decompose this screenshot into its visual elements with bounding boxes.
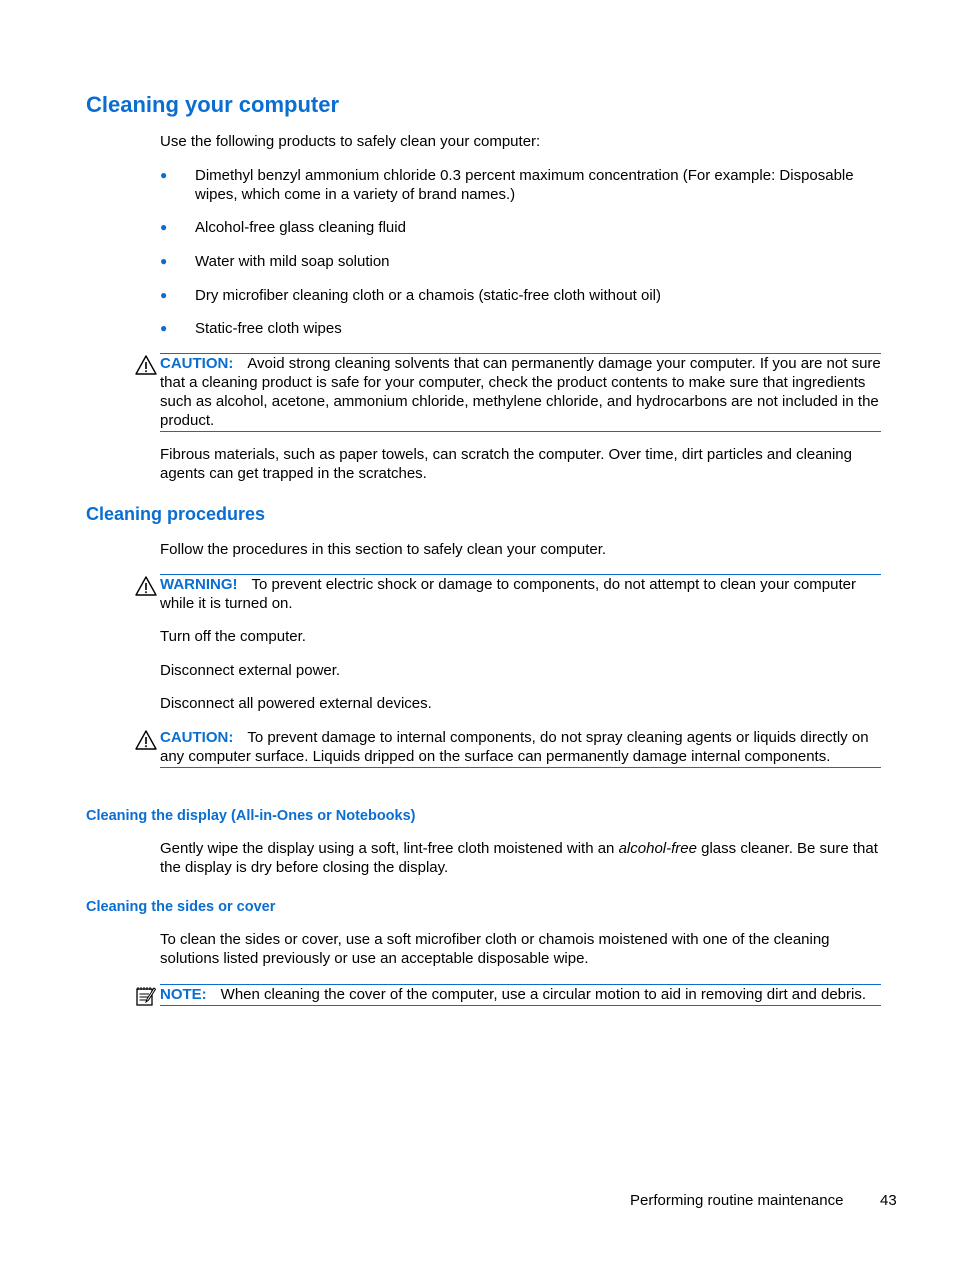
warning-triangle-icon	[135, 354, 157, 376]
list-item-text: Water with mild soap solution	[195, 253, 390, 270]
caution-notice	[160, 728, 881, 768]
section-heading-procedures: Cleaning procedures	[86, 504, 266, 524]
caution-notice	[160, 353, 881, 432]
step-paragraph: Disconnect all powered external devices.	[160, 695, 432, 712]
step-paragraph: Turn off the computer.	[160, 628, 306, 645]
footer-section-title: Performing routine maintenance	[630, 1192, 844, 1209]
list-item	[160, 252, 885, 272]
subsection-heading-display: Cleaning the display (All-in-Ones or Notebooks)	[86, 808, 416, 824]
list-item	[160, 319, 885, 339]
subsection-heading-sides: Cleaning the sides or cover	[86, 899, 276, 915]
warning-triangle-icon	[135, 575, 157, 597]
warning-notice	[160, 574, 881, 614]
note-label: NOTE:	[160, 986, 207, 1003]
bullet-icon: ●	[160, 254, 168, 268]
list-item-text: Dry microfiber cleaning cloth or a chamois (static-free cloth without oil)	[195, 287, 662, 304]
page-title: Cleaning your computer	[86, 92, 340, 117]
note-pad-icon	[135, 985, 157, 1007]
list-item-text: Dimethyl benzyl ammonium chloride 0.3 percent maximum concentration (For example: Disposable wipes, which come in a variety of brand names.)	[195, 167, 854, 203]
display-text-emphasis: alcohol-free	[618, 840, 697, 857]
caution-label: CAUTION:	[160, 355, 234, 372]
warning-text: To prevent electric shock or damage to components, do not attempt to clean your computer while it is turned on.	[160, 576, 856, 612]
sides-paragraph: To clean the sides or cover, use a soft microfiber cloth or chamois moistened with one of the cleaning solutions listed previously or use an acceptable disposable wipe.	[160, 931, 830, 967]
bullet-icon: ●	[160, 168, 168, 182]
display-paragraph	[160, 839, 885, 877]
display-text-start: Gently wipe the display using a soft, lint-free cloth moistened with an	[160, 840, 619, 857]
list-item-text: Static-free cloth wipes	[195, 320, 342, 337]
procedures-intro: Follow the procedures in this section to safely clean your computer.	[160, 541, 607, 558]
warning-triangle-icon	[135, 729, 157, 751]
list-item-text: Alcohol-free glass cleaning fluid	[195, 219, 406, 236]
list-item	[160, 166, 885, 206]
display-text-end: glass cleaner. Be sure that the display is dry before closing the display.	[160, 840, 878, 876]
caution-label: CAUTION:	[160, 729, 234, 746]
caution-text: To prevent damage to internal components, do not spray cleaning agents or liquids directly on any computer surface. Liquids dripped on the surface can permanently damage internal components.	[160, 729, 869, 765]
page-number: 43	[880, 1192, 897, 1209]
caution-text: Avoid strong cleaning solvents that can permanently damage your computer. If you are not sure that a cleaning product is safe for your computer, check the product contents to make sure that ingredients such as alcohol, acetone, ammonium chloride, methylene chloride, and hydrocarbons are not included in the product.	[160, 355, 881, 429]
list-item	[160, 286, 885, 306]
step-paragraph: Disconnect external power.	[160, 662, 341, 679]
fibrous-paragraph: Fibrous materials, such as paper towels, can scratch the computer. Over time, dirt particles and cleaning agents can get trapped in the scratches.	[160, 446, 852, 482]
warning-label: WARNING!	[160, 576, 238, 593]
intro-paragraph: Use the following products to safely clean your computer:	[160, 133, 541, 150]
list-item	[160, 218, 885, 238]
note-notice	[160, 984, 881, 1006]
bullet-icon: ●	[160, 321, 168, 335]
bullet-icon: ●	[160, 220, 168, 234]
bullet-icon: ●	[160, 288, 168, 302]
note-text: When cleaning the cover of the computer, use a circular motion to aid in removing dirt and debris.	[220, 986, 867, 1003]
